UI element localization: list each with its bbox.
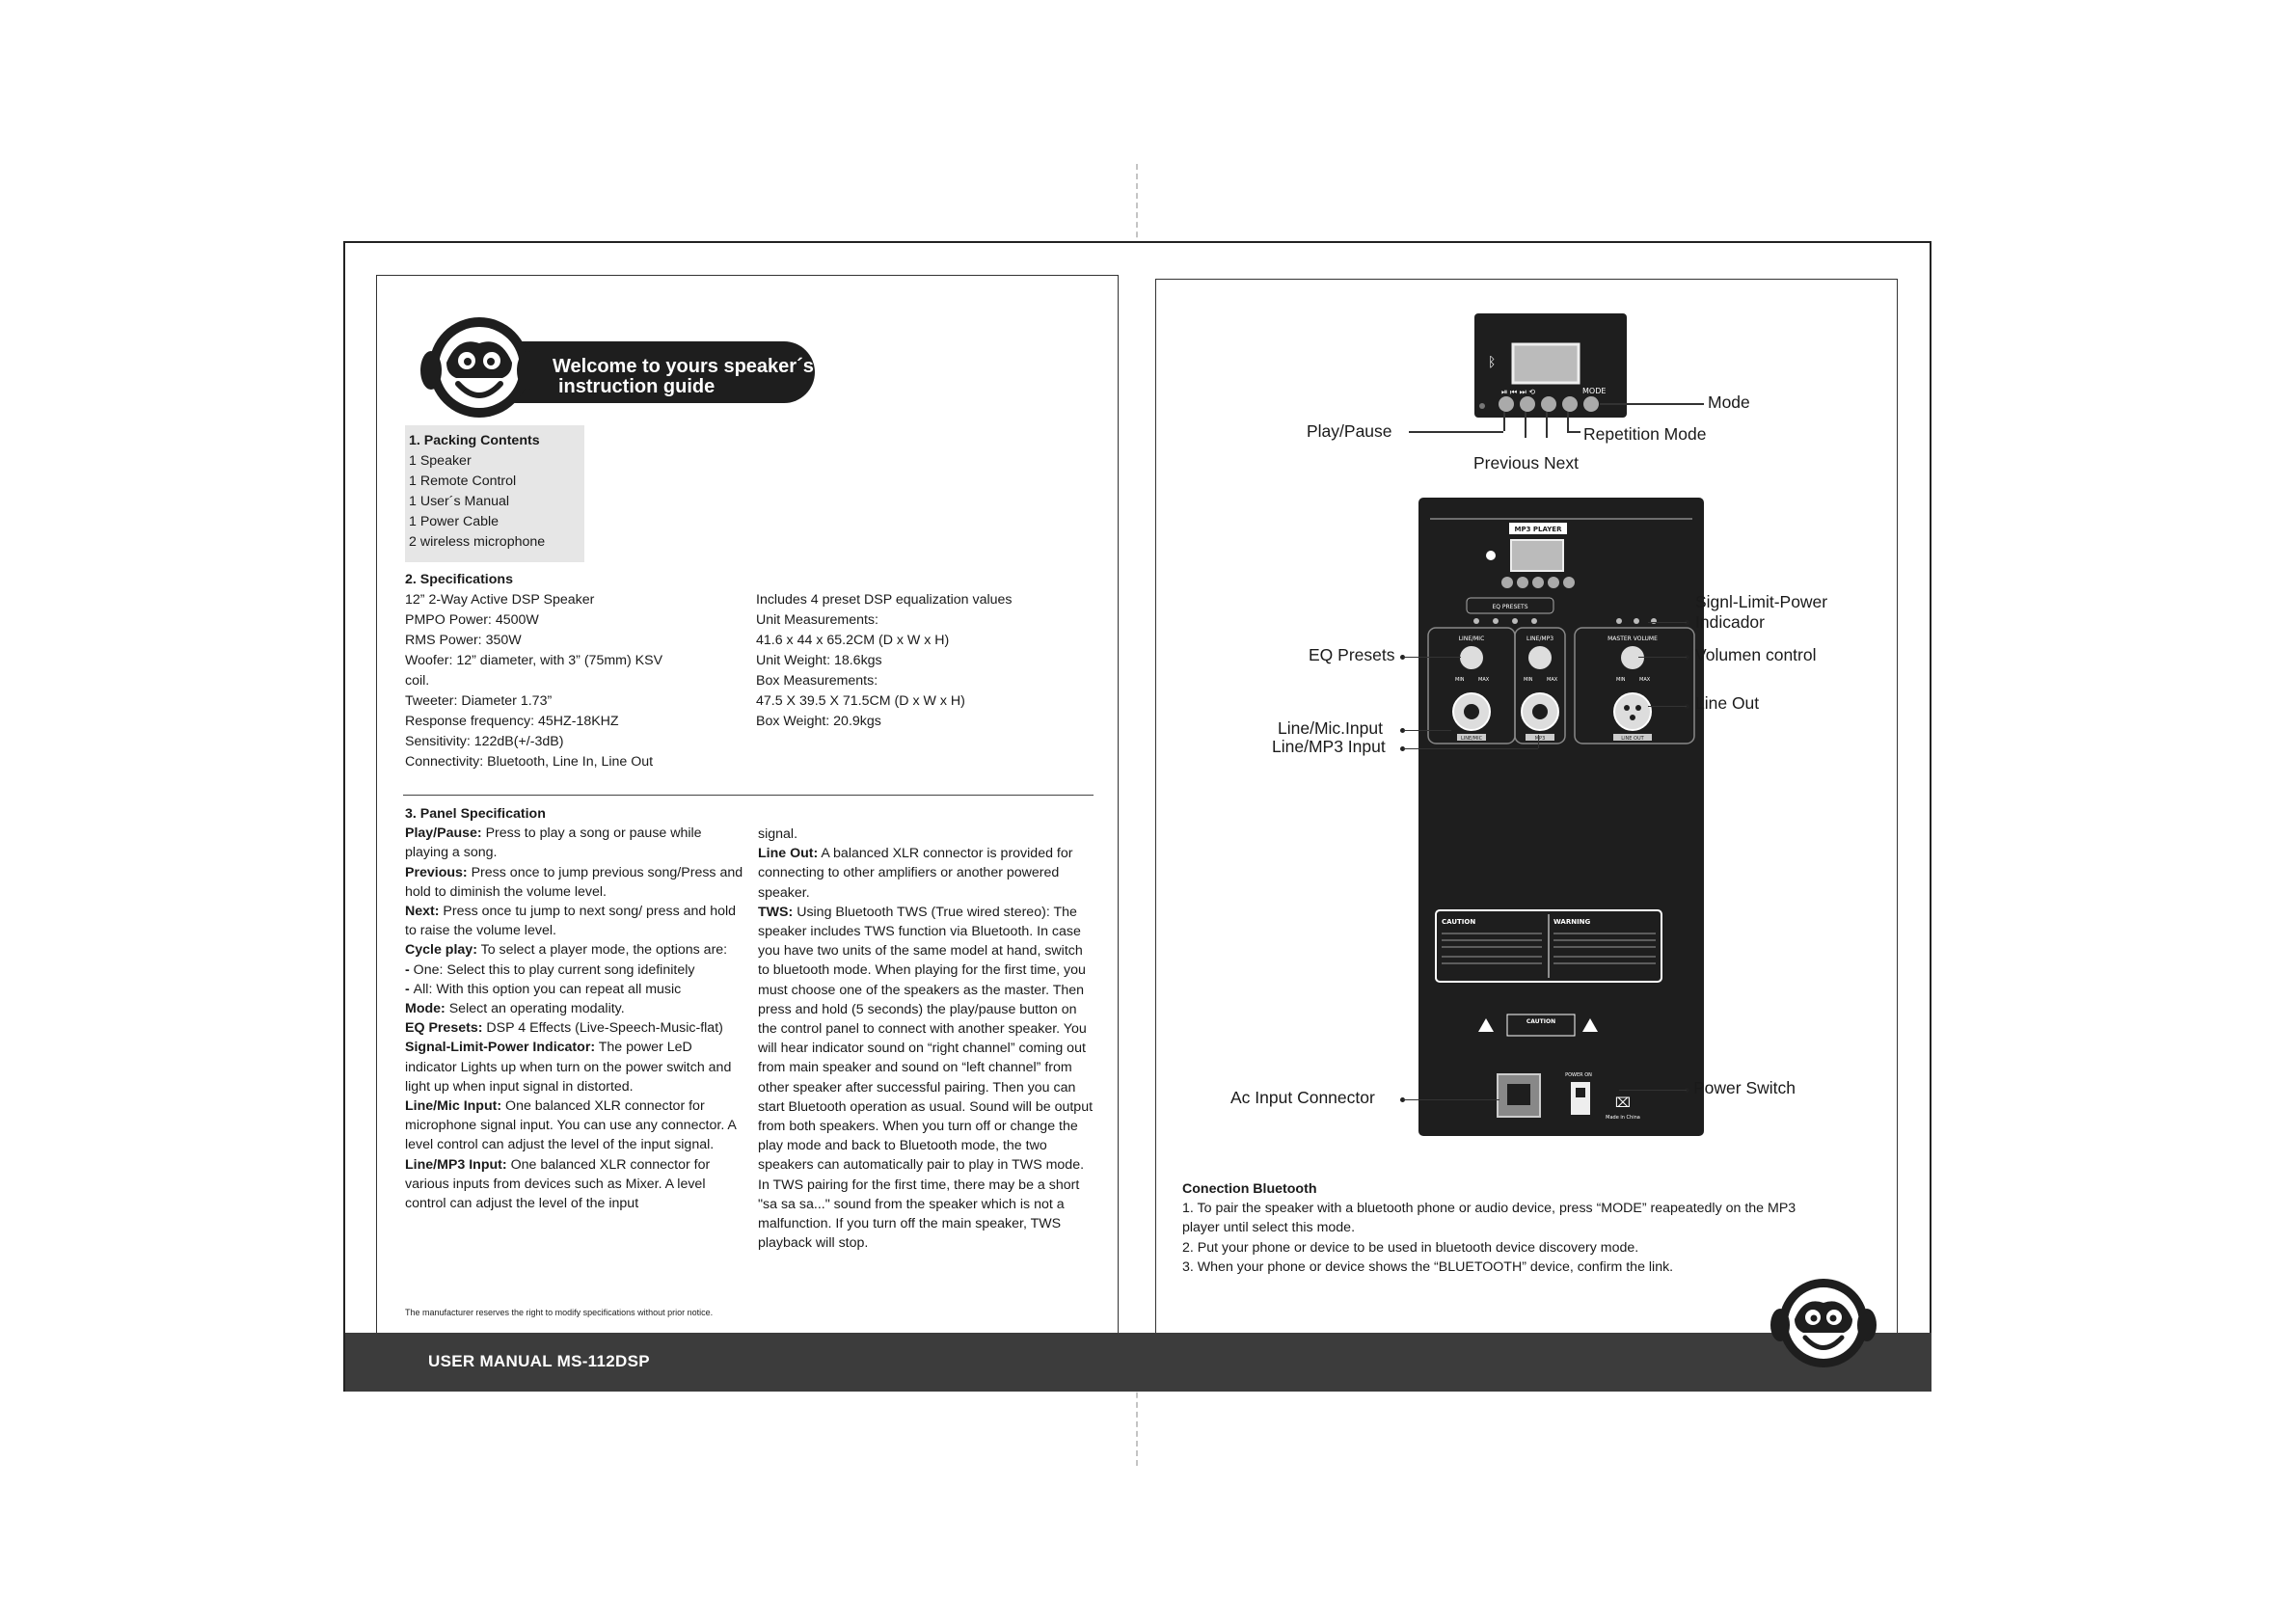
panel-spec-title: 3. Panel Specification — [405, 806, 546, 822]
welcome-line-1: Welcome to yours speaker´s — [553, 356, 814, 377]
label-line-mp3-input: Line/MP3 Input — [1272, 737, 1386, 756]
svg-text:WARNING: WARNING — [1553, 918, 1591, 926]
footer-bar — [345, 1333, 1931, 1392]
panel-entry: Line Out: A balanced XLR connector is provided for connecting to other amplifiers or another powered speaker. — [758, 846, 1073, 901]
manual-spread — [343, 241, 1931, 1392]
spec-line: Tweeter: Diameter 1.73” — [405, 693, 553, 709]
label-previous-next: Previous Next — [1473, 453, 1579, 473]
label-mode: Mode — [1708, 392, 1750, 412]
panel-spec-left — [405, 804, 746, 1213]
bluetooth-step: 1. To pair the speaker with a bluetooth phone or audio device, press “MODE” reapeatedly on the MP3 — [1182, 1201, 1796, 1217]
packing-item: 1 Remote Control — [409, 473, 517, 489]
packing-item: 2 wireless microphone — [409, 534, 546, 550]
section-divider — [403, 795, 1094, 796]
right-page — [1155, 279, 1898, 1339]
specifications-title: 2. Specifications — [405, 572, 513, 587]
svg-text:LINE/MIC: LINE/MIC — [1458, 636, 1485, 642]
bluetooth-step: 3. When your phone or device shows the “BLUETOOTH” device, confirm the link. — [1182, 1258, 1674, 1275]
label-play-pause: Play/Pause — [1307, 421, 1392, 441]
label-line-out: Line Out — [1695, 693, 1760, 713]
welcome-line-2: instruction guide — [558, 376, 716, 397]
eq-header-text: EQ PRESETS — [1492, 604, 1528, 610]
mp3-mode-text: MODE — [1582, 387, 1607, 395]
svg-text:MAX: MAX — [1478, 677, 1490, 683]
label-power-switch: Power Switch — [1693, 1078, 1796, 1097]
label-signal-indicator-2: Indicador — [1695, 612, 1765, 632]
packing-item: 1 User´s Manual — [409, 494, 510, 509]
label-signal-indicator-1: Signl-Limit-Power — [1695, 592, 1828, 611]
spec-line: Box Weight: 20.9kgs — [756, 714, 881, 729]
svg-text:CAUTION: CAUTION — [1526, 1018, 1556, 1025]
svg-text:MIN: MIN — [1616, 677, 1626, 683]
welcome-title — [553, 357, 814, 397]
panel-entry: - One: Select this to play current song idefinitely — [405, 961, 695, 978]
footer-title: USER MANUAL MS-112DSP — [428, 1352, 650, 1370]
packing-item: 1 Power Cable — [409, 514, 500, 529]
panel-entry: Previous: Press once to jump previous song/Press and hold to diminish the volume level. — [405, 864, 743, 900]
spec-line: Unit Weight: 18.6kgs — [756, 653, 882, 668]
svg-text:CAUTION: CAUTION — [1442, 918, 1476, 926]
spec-line: Woofer: 12” diameter, with 3” (75mm) KSV — [405, 653, 663, 668]
spec-line: RMS Power: 350W — [405, 633, 522, 648]
label-eq-presets: EQ Presets — [1309, 645, 1395, 664]
panel-entry: Play/Pause: Press to play a song or pause while playing a song. — [405, 825, 702, 861]
panel-entry: EQ Presets: DSP 4 Effects (Live-Speech-Music-flat) — [405, 1020, 723, 1037]
packing-title: 1. Packing Contents — [409, 433, 540, 448]
svg-text:⏯ ⏮ ⏭ ⟲: ⏯ ⏮ ⏭ ⟲ — [1501, 388, 1536, 396]
panel-entry: Mode: Select an operating modality. — [405, 1001, 625, 1017]
panel-entry: Cycle play: To select a player mode, the options are: — [405, 942, 728, 959]
svg-text:⌧: ⌧ — [1614, 1096, 1632, 1111]
spec-line: Sensitivity: 122dB(+/-3dB) — [405, 734, 564, 749]
label-volume-control: Volumen control — [1695, 645, 1817, 664]
spec-line: 12” 2-Way Active DSP Speaker — [405, 592, 595, 608]
panel-header-text: MP3 PLAYER — [1514, 526, 1562, 533]
welcome-banner — [419, 314, 815, 420]
svg-text:MIN: MIN — [1455, 677, 1465, 683]
svg-text:LINE/MIC: LINE/MIC — [1460, 736, 1483, 742]
panel-entry: signal. — [758, 826, 798, 842]
monkey-logo-icon — [419, 314, 545, 420]
footer-monkey-logo-icon — [1769, 1273, 1878, 1367]
specifications-left — [405, 570, 662, 772]
bluetooth-title: Conection Bluetooth — [1182, 1181, 1317, 1197]
spec-line: 41.6 x 44 x 65.2CM (D x W x H) — [756, 633, 950, 648]
spec-line: Connectivity: Bluetooth, Line In, Line Out — [405, 754, 654, 770]
spec-line: Response frequency: 45HZ-18KHZ — [405, 714, 619, 729]
panel-entry: Next: Press once tu jump to next song/ press and hold to raise the volume level. — [405, 904, 737, 939]
packing-item: 1 Speaker — [409, 453, 472, 469]
bluetooth-step: player until select this mode. — [1182, 1220, 1356, 1236]
svg-text:MAX: MAX — [1639, 677, 1651, 683]
packing-contents — [405, 425, 584, 562]
spec-line: PMPO Power: 4500W — [405, 612, 539, 628]
label-line-mic-input: Line/Mic.Input — [1278, 718, 1383, 738]
svg-text:MASTER VOLUME: MASTER VOLUME — [1607, 636, 1658, 642]
svg-text:Made in China: Made in China — [1606, 1115, 1640, 1121]
specifications-right — [756, 590, 1013, 732]
svg-text:POWER ON: POWER ON — [1565, 1072, 1592, 1078]
rear-panel — [1418, 498, 1706, 1138]
spec-line: coil. — [405, 673, 430, 689]
svg-text:MAX: MAX — [1547, 677, 1558, 683]
bluetooth-section — [1182, 1179, 1877, 1277]
panel-entry: TWS: Using Bluetooth TWS (True wired stereo): The speaker includes TWS function via Bluetooth. In case you have two units of the same model at hand, switch to bluetooth mode. When playing for the first time, you must choose one of the speakers as the master. Then press and hold (5 seconds) the play/pause button on the control panel to connect with another speaker. You will hear indicator sound on “right channel” coming out from main speaker and sound on “left channel” from other speaker after successful pairing. Then you can start Bluetooth operation as usual. Sound will be output from both speakers. When you turn off or change the play mode and back to Bluetooth mode, the two speakers can automatically pair to play in TWS mode. In TWS pairing for the first time, there may be a short "sa sa sa..." sound from the speaker which is not a malfunction. If you turn off the main speaker, TWS playback will stop. — [758, 904, 1094, 1252]
spec-line: Includes 4 preset DSP equalization values — [756, 592, 1013, 608]
svg-text:ᛒ: ᛒ — [1488, 355, 1497, 370]
spec-line: Unit Measurements: — [756, 612, 878, 628]
spec-line: Box Measurements: — [756, 673, 878, 689]
svg-text:MP3: MP3 — [1534, 736, 1546, 742]
svg-text:LINE/MP3: LINE/MP3 — [1526, 636, 1554, 642]
panel-entry: - All: With this option you can repeat all music — [405, 981, 682, 997]
label-ac-input: Ac Input Connector — [1230, 1088, 1375, 1107]
svg-text:MIN: MIN — [1524, 677, 1533, 683]
svg-text:LINE OUT: LINE OUT — [1621, 736, 1644, 742]
panel-entry: Signal-Limit-Power Indicator: The power LeD indicator Lights up when turn on the power switch and light up when input signal in distorted. — [405, 1040, 732, 1095]
panel-entry: Line/Mic Input: One balanced XLR connector for microphone signal input. You can use any connector. A level control can adjust the level of the input signal. — [405, 1098, 737, 1153]
disclaimer: The manufacturer reserves the right to modify specifications without prior notice. — [405, 1308, 714, 1317]
panel-entry: Line/MP3 Input: One balanced XLR connector for various inputs from devices such as Mixer. A level control can adjust the level of the input — [405, 1156, 711, 1212]
panel-spec-right — [758, 825, 1094, 1253]
spec-line: 47.5 X 39.5 X 71.5CM (D x W x H) — [756, 693, 965, 709]
bluetooth-step: 2. Put your phone or device to be used in bluetooth device discovery mode. — [1182, 1239, 1639, 1256]
left-page — [376, 275, 1119, 1336]
label-repetition-mode: Repetition Mode — [1583, 424, 1707, 444]
